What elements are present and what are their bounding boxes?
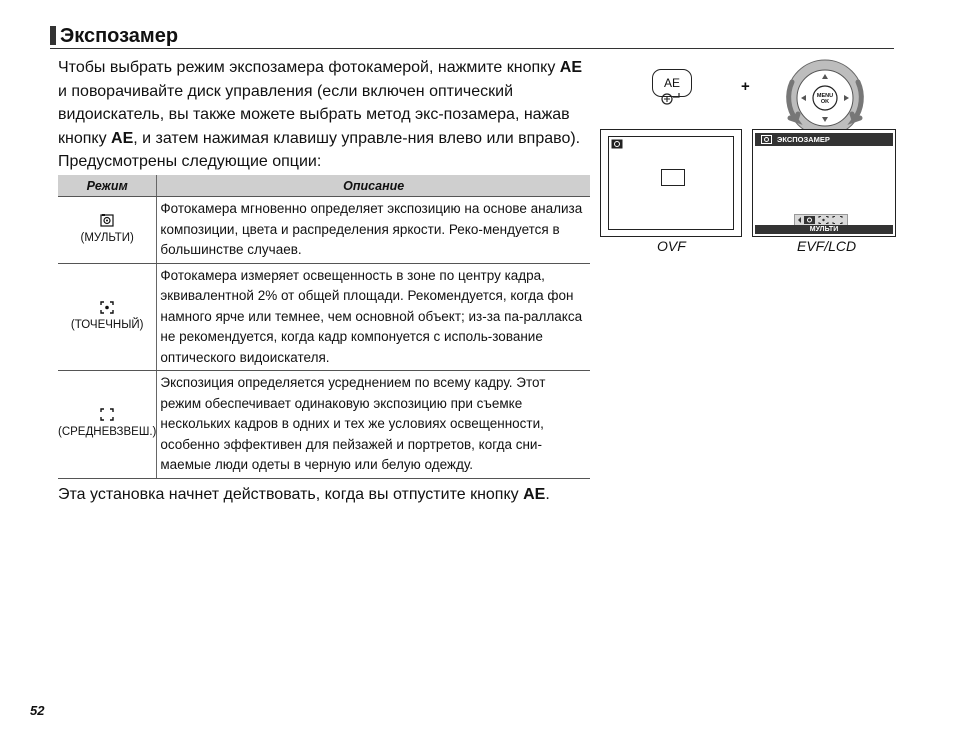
section-heading — [50, 24, 894, 49]
zoom-magnifier-icon — [660, 92, 684, 106]
table-row — [58, 197, 590, 264]
ae-key-label: AE — [559, 59, 582, 76]
af-frame — [661, 169, 685, 186]
evf-lcd-screen — [752, 129, 896, 237]
outro-paragraph — [58, 484, 550, 506]
header-description: Описание — [157, 175, 590, 197]
evf-menu-title-bar — [755, 133, 893, 146]
ae-button: AE — [652, 69, 692, 97]
description-cell: Фотокамера мгновенно определяет экспозицию на основе анализа композиции, цвета и распределения яркости. Реко-мендуется в большинстве случаев. — [157, 197, 590, 264]
outro-end: . — [545, 486, 550, 503]
mode-cell — [58, 197, 157, 264]
ae-key-label: AE — [111, 129, 134, 147]
table-row — [58, 263, 590, 371]
mode-label: (СРЕДНЕВЗВЕШ.) — [58, 426, 157, 439]
plus-sign: + — [741, 78, 750, 95]
ovf-caption: OVF — [657, 238, 686, 254]
outro-text: Эта установка начнет действовать, когда вы отпустите кнопку — [58, 486, 524, 503]
description-cell: Фотокамера измеряет освещенность в зоне по центру кадра, эквивалентной 2% от общей площади. Рекомендуется, когда фон намного ярче или темнее, чем основной объект; из-за па-раллакса не рекомендуется, когда кадр компонуется с исполь-зование оптического видоискателя. — [157, 263, 590, 371]
intro-part-2: и поворачивайте диск управления (если включен оптический видоискатель, вы также можете выбрать метод экс-позамера, нажав кнопку — [58, 82, 570, 147]
heading-bar — [50, 26, 56, 45]
ovf-viewfinder — [608, 136, 734, 230]
evf-menu-title: ЭКСПОЗАМЕР — [777, 135, 830, 144]
mode-cell — [58, 263, 157, 371]
intro-part-3: , и затем нажимая клавишу управле-ния влево или вправо). Предусмотрены следующие опции: — [58, 129, 581, 170]
description-cell: Экспозиция определяется усреднением по всему кадру. Этот режим обеспечивает одинаковую экспозицию при съемке нескольких кадров в одних и тех же условиях освещенности, особенно эффективен для пейзажей и портретов, когда сни-маемые люди одеты в черную или белую одежду. — [157, 371, 590, 479]
mode-label: (МУЛЬТИ) — [80, 231, 134, 244]
ae-key-label: AE — [523, 486, 546, 503]
mode-label: (ТОЧЕЧНЫЙ) — [70, 318, 144, 331]
header-mode: Режим — [58, 175, 157, 197]
average-metering-icon — [100, 408, 114, 421]
intro-paragraph — [58, 56, 593, 174]
page-number: 52 — [30, 703, 45, 718]
svg-text:OK: OK — [820, 99, 830, 105]
page-title: Экспозамер — [60, 25, 179, 47]
evf-caption: EVF/LCD — [797, 238, 857, 254]
mode-cell — [58, 371, 157, 479]
spot-metering-icon — [100, 301, 114, 314]
table-row — [58, 371, 590, 479]
evf-selected-option: МУЛЬТИ — [755, 225, 893, 234]
metering-modes-table — [58, 175, 590, 479]
multi-metering-icon — [100, 214, 114, 227]
multi-metering-icon — [761, 135, 772, 144]
svg-text:MENU: MENU — [816, 93, 834, 99]
intro-part-1: Чтобы выбрать режим экспозамера фотокамерой, нажмите кнопку — [58, 59, 560, 76]
table-header-row — [58, 175, 590, 197]
multi-metering-icon — [611, 139, 623, 149]
ovf-screen — [600, 129, 742, 237]
